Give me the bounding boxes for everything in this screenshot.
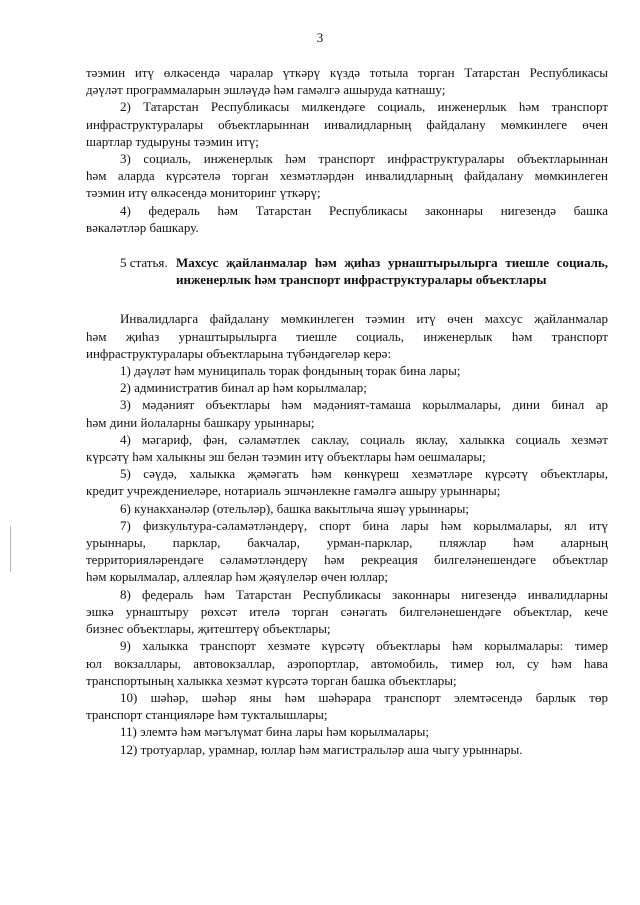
body-line: Инвалидларга файдалану мөмкинлеген тәэмин итү өчен махсус җайланмалар (120, 311, 608, 327)
list-item: 12) тротуарлар, урамнар, юллар һәм магистральләр аша чыгу урыннары. (120, 741, 523, 757)
intro-line: тәэмин итү өлкәсендә чаралар үткәрү күздә тотыла торган Татарстан Республикасы (86, 65, 608, 80)
body-line: бизнес объектлары, җитештерү объектлары; (86, 621, 331, 637)
body-line: юл вокзаллары, автовокзаллар, аэропортлар, автомобиль, тимер юл, су һәм һава (86, 655, 608, 671)
list-item: 2) административ бинал ар һәм корылмалар; (120, 380, 367, 396)
intro-line: тәэмин итү өлкәсендә мониторинг үткәрү; (86, 185, 321, 201)
list-item: 7) физкультура-сәламәтләндерү, спорт бина лары һәм корылмалары, ял итү (120, 517, 608, 533)
body-line: транспортының халыкка хезмәт күрсәтә торган башка объектлары; (86, 672, 457, 688)
intro-line: инфраструктуралары объектларыннан инвалидларның файдалану мөмкинлеге өчен (86, 116, 608, 132)
body-line: һәм корылмалар, аллеялар һәм җәяүлеләр өчен юллар; (86, 569, 389, 585)
intro-line: дәүләт программаларын эшләүдә һәм гамәлгә ашыруда катнашу; (86, 82, 446, 98)
list-item: 11) элемтә һәм мәгълүмат бина лары һәм корылмалары; (120, 724, 429, 740)
body-line: һәм җиһаз урнаштырылырга тиешле социаль, инженерлык һәм транспорт (86, 328, 608, 344)
body-line: кредит учреждениеләре, нотариаль эшчәнлекне гамәлгә ашыру урыннары; (86, 483, 501, 499)
list-item: 3) мәдәният объектлары һәм мәдәният-тамаша корылмалары, дини бинал ар (120, 397, 608, 413)
list-item: 6) кунакханәләр (отельләр), башка вакытлыча яшәү урыннары; (120, 500, 469, 516)
page-number: 3 (316, 30, 324, 45)
body-line: күрсәтү һәм халыкны эш белән тәэмин итү объектлары һәм оешмалары; (86, 449, 486, 465)
document-body (86, 64, 608, 758)
intro-line: 2) Татарстан Республикасы милкендәге социаль, инженерлык һәм транспорт (120, 99, 608, 115)
article-label: 5 статья. (120, 255, 168, 271)
article-title: Махсус җайланмалар һәм җиһаз урнаштырылырга тиешле социаль, инженерлык һәм транспорт инфраструктуралары объектлары (176, 255, 608, 288)
body-line: һәм дини йолаларны башкару урыннары; (86, 414, 315, 430)
list-item: 4) мәгариф, фән, сәламәтлек саклау, социаль яклау, халыкка социаль хезмәт (120, 431, 608, 447)
body-line: транспорт станцияләре һәм тукталышлары; (86, 707, 328, 723)
intro-line: һәм аларда күрсәтелә торган хезмәтләрдән инвалидларның файдалану мөмкинлеген (86, 168, 608, 184)
list-item: 8) федераль һәм Татарстан Республикасы законнары нигезендә инвалидларны (120, 586, 608, 602)
list-item: 1) дәүләт һәм муниципаль торак фондының торак бина лары; (120, 363, 461, 379)
list-item: 10) шәһәр, шәһәр яны һәм шәһәрара транспорт элемтәсендә барлык төр (120, 689, 608, 705)
margin-scan-mark (10, 526, 11, 572)
body-line: урыннары, парклар, бакчалар, урман-парклар, пляжлар һәм аларның (86, 535, 608, 551)
body-line: территорияләрендәге сәламәтләндерү һәм рекреация билгеләнешендәге объектлар (86, 552, 608, 568)
list-item: 9) халыкка транспорт хезмәте күрсәтү объектлары һәм корылмалары: тимер (120, 638, 608, 654)
article-heading (86, 254, 608, 288)
intro-line: 4) федераль һәм Татарстан Республикасы законнары нигезендә башка (120, 202, 608, 218)
list-item: 5) сәүдә, халыкка җәмәгать һәм көнкүреш хезмәтләре күрсәтү объектлары, (120, 466, 608, 482)
body-line: инфраструктуралары объектларына түбәндәгеләр керә: (86, 345, 392, 361)
intro-line: шартлар тудыруны тәэмин итү; (86, 133, 259, 149)
body-line: эшкә урнаштыру рөхсәт ителә торган сәнәгать билгеләнешендәге объектлар, кече (86, 603, 608, 619)
intro-line: вәкаләтләр башкару. (86, 219, 199, 235)
intro-line: 3) социаль, инженерлык һәм транспорт инфраструктуралары объектларыннан (120, 151, 608, 167)
